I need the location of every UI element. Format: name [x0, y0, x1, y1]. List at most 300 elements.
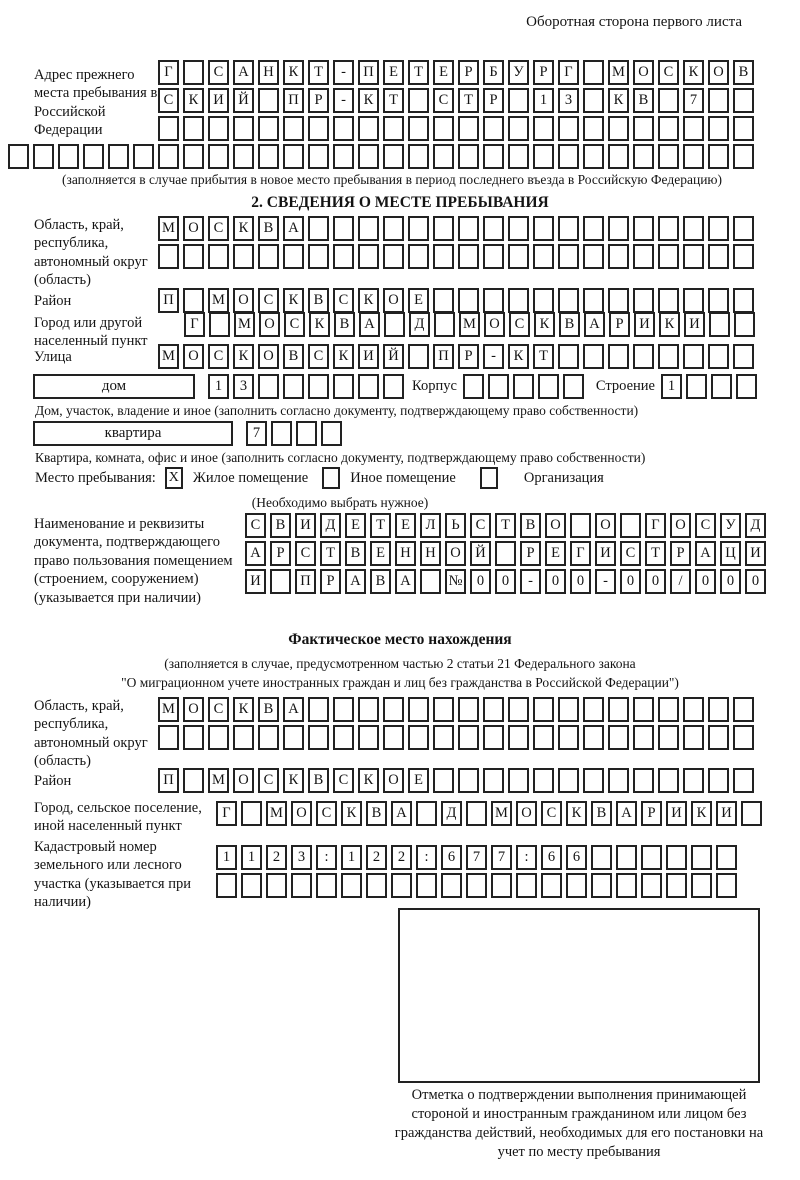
char-cell[interactable]: И	[295, 513, 316, 538]
char-cell[interactable]	[158, 725, 179, 750]
char-cell[interactable]: С	[258, 288, 279, 313]
char-cell[interactable]	[566, 873, 587, 898]
char-cell[interactable]	[366, 873, 387, 898]
char-cell[interactable]	[608, 697, 629, 722]
char-cell[interactable]	[508, 288, 529, 313]
char-cell[interactable]: К	[358, 768, 379, 793]
char-cell[interactable]: К	[283, 288, 304, 313]
char-cell[interactable]	[283, 116, 304, 141]
char-cell[interactable]	[483, 116, 504, 141]
char-cell[interactable]	[683, 288, 704, 313]
char-cell[interactable]: В	[520, 513, 541, 538]
char-cell[interactable]	[633, 344, 654, 369]
char-cell[interactable]	[658, 725, 679, 750]
char-cell[interactable]	[708, 116, 729, 141]
char-cell[interactable]	[708, 244, 729, 269]
char-cell[interactable]	[308, 116, 329, 141]
char-cell[interactable]	[408, 697, 429, 722]
char-cell[interactable]: Р	[520, 541, 541, 566]
char-cell[interactable]: 7	[246, 421, 267, 446]
char-cell[interactable]: 6	[541, 845, 562, 870]
char-cell[interactable]	[513, 374, 534, 399]
char-cell[interactable]: Т	[370, 513, 391, 538]
char-cell[interactable]	[308, 216, 329, 241]
char-cell[interactable]	[483, 725, 504, 750]
char-cell[interactable]	[384, 312, 405, 337]
char-cell[interactable]: Р	[533, 60, 554, 85]
char-cell[interactable]	[208, 725, 229, 750]
char-cell[interactable]: С	[695, 513, 716, 538]
char-cell[interactable]	[495, 541, 516, 566]
char-cell[interactable]	[408, 344, 429, 369]
char-cell[interactable]: 0	[620, 569, 641, 594]
char-cell[interactable]: Т	[495, 513, 516, 538]
char-cell[interactable]	[533, 288, 554, 313]
char-cell[interactable]	[416, 801, 437, 826]
char-cell[interactable]: П	[283, 88, 304, 113]
char-cell[interactable]	[608, 216, 629, 241]
char-cell[interactable]: К	[659, 312, 680, 337]
char-cell[interactable]	[183, 725, 204, 750]
char-cell[interactable]: 3	[233, 374, 254, 399]
char-cell[interactable]	[583, 144, 604, 169]
char-cell[interactable]: 0	[545, 569, 566, 594]
char-cell[interactable]: У	[508, 60, 529, 85]
char-cell[interactable]	[233, 144, 254, 169]
char-cell[interactable]: П	[358, 60, 379, 85]
char-cell[interactable]	[633, 768, 654, 793]
char-cell[interactable]	[491, 873, 512, 898]
char-cell[interactable]: П	[158, 288, 179, 313]
char-cell[interactable]: 2	[366, 845, 387, 870]
char-cell[interactable]: О	[183, 344, 204, 369]
char-cell[interactable]	[433, 144, 454, 169]
char-cell[interactable]: О	[233, 768, 254, 793]
char-cell[interactable]	[258, 244, 279, 269]
char-cell[interactable]: С	[541, 801, 562, 826]
char-cell[interactable]	[533, 116, 554, 141]
char-cell[interactable]: Р	[270, 541, 291, 566]
char-cell[interactable]	[358, 725, 379, 750]
char-cell[interactable]	[420, 569, 441, 594]
char-cell[interactable]	[208, 144, 229, 169]
char-cell[interactable]: М	[234, 312, 255, 337]
char-cell[interactable]: Т	[308, 60, 329, 85]
char-cell[interactable]	[533, 725, 554, 750]
char-cell[interactable]: С	[308, 344, 329, 369]
char-cell[interactable]: Е	[345, 513, 366, 538]
char-cell[interactable]	[208, 116, 229, 141]
char-cell[interactable]	[283, 725, 304, 750]
char-cell[interactable]	[458, 144, 479, 169]
char-cell[interactable]	[558, 344, 579, 369]
char-cell[interactable]	[241, 873, 262, 898]
char-cell[interactable]	[258, 725, 279, 750]
char-cell[interactable]	[633, 116, 654, 141]
char-cell[interactable]	[708, 697, 729, 722]
char-cell[interactable]: Р	[483, 88, 504, 113]
char-cell[interactable]: 6	[441, 845, 462, 870]
char-cell[interactable]	[271, 421, 292, 446]
char-cell[interactable]: С	[258, 768, 279, 793]
char-cell[interactable]: О	[183, 216, 204, 241]
char-cell[interactable]	[558, 244, 579, 269]
char-cell[interactable]	[209, 312, 230, 337]
char-cell[interactable]	[608, 288, 629, 313]
char-cell[interactable]: 0	[745, 569, 766, 594]
char-cell[interactable]: М	[208, 768, 229, 793]
char-cell[interactable]	[508, 116, 529, 141]
char-cell[interactable]: М	[158, 344, 179, 369]
char-cell[interactable]	[533, 216, 554, 241]
char-cell[interactable]	[308, 144, 329, 169]
char-cell[interactable]	[133, 144, 154, 169]
char-cell[interactable]	[258, 88, 279, 113]
char-cell[interactable]: 7	[466, 845, 487, 870]
char-cell[interactable]	[583, 697, 604, 722]
char-cell[interactable]: О	[516, 801, 537, 826]
char-cell[interactable]	[583, 244, 604, 269]
char-cell[interactable]	[208, 244, 229, 269]
char-cell[interactable]	[708, 344, 729, 369]
char-cell[interactable]: К	[341, 801, 362, 826]
char-cell[interactable]	[583, 725, 604, 750]
char-cell[interactable]: К	[358, 288, 379, 313]
char-cell[interactable]	[408, 144, 429, 169]
char-cell[interactable]: Е	[408, 768, 429, 793]
char-cell[interactable]: 1	[533, 88, 554, 113]
char-cell[interactable]: Р	[670, 541, 691, 566]
char-cell[interactable]: С	[245, 513, 266, 538]
char-cell[interactable]	[533, 244, 554, 269]
char-cell[interactable]: К	[183, 88, 204, 113]
char-cell[interactable]: А	[245, 541, 266, 566]
char-cell[interactable]: Г	[558, 60, 579, 85]
char-cell[interactable]	[108, 144, 129, 169]
char-cell[interactable]: С	[333, 288, 354, 313]
char-cell[interactable]	[683, 216, 704, 241]
char-cell[interactable]	[741, 801, 762, 826]
char-cell[interactable]: К	[534, 312, 555, 337]
char-cell[interactable]: Д	[745, 513, 766, 538]
char-cell[interactable]	[633, 144, 654, 169]
char-cell[interactable]: 3	[558, 88, 579, 113]
char-cell[interactable]: В	[370, 569, 391, 594]
char-cell[interactable]	[488, 374, 509, 399]
char-cell[interactable]	[658, 88, 679, 113]
char-cell[interactable]	[608, 144, 629, 169]
char-cell[interactable]	[266, 873, 287, 898]
char-cell[interactable]	[666, 873, 687, 898]
char-cell[interactable]	[358, 244, 379, 269]
char-cell[interactable]	[716, 873, 737, 898]
char-cell[interactable]	[433, 697, 454, 722]
char-cell[interactable]	[683, 768, 704, 793]
char-cell[interactable]	[683, 344, 704, 369]
char-cell[interactable]	[483, 768, 504, 793]
char-cell[interactable]	[583, 344, 604, 369]
char-cell[interactable]	[658, 288, 679, 313]
char-cell[interactable]	[608, 344, 629, 369]
char-cell[interactable]: -	[333, 88, 354, 113]
char-cell[interactable]: В	[258, 697, 279, 722]
char-cell[interactable]	[433, 768, 454, 793]
char-cell[interactable]	[308, 374, 329, 399]
char-cell[interactable]: М	[158, 697, 179, 722]
char-cell[interactable]	[233, 244, 254, 269]
char-cell[interactable]: С	[295, 541, 316, 566]
char-cell[interactable]: В	[591, 801, 612, 826]
char-cell[interactable]	[641, 873, 662, 898]
char-cell[interactable]	[458, 216, 479, 241]
char-cell[interactable]: Т	[645, 541, 666, 566]
char-cell[interactable]	[283, 144, 304, 169]
char-cell[interactable]: :	[316, 845, 337, 870]
char-cell[interactable]	[591, 873, 612, 898]
char-cell[interactable]	[458, 768, 479, 793]
char-cell[interactable]: /	[670, 569, 691, 594]
char-cell[interactable]	[333, 697, 354, 722]
char-cell[interactable]	[416, 873, 437, 898]
char-cell[interactable]	[158, 116, 179, 141]
char-cell[interactable]	[358, 116, 379, 141]
char-cell[interactable]: В	[258, 216, 279, 241]
char-cell[interactable]: А	[616, 801, 637, 826]
char-cell[interactable]	[563, 374, 584, 399]
char-cell[interactable]	[683, 244, 704, 269]
char-cell[interactable]	[733, 144, 754, 169]
char-cell[interactable]	[733, 216, 754, 241]
char-cell[interactable]	[358, 374, 379, 399]
char-cell[interactable]: 0	[470, 569, 491, 594]
char-cell[interactable]: О	[291, 801, 312, 826]
char-cell[interactable]	[308, 725, 329, 750]
char-cell[interactable]	[483, 144, 504, 169]
char-cell[interactable]	[541, 873, 562, 898]
char-cell[interactable]	[658, 216, 679, 241]
char-cell[interactable]	[434, 312, 455, 337]
char-cell[interactable]: 1	[341, 845, 362, 870]
char-cell[interactable]	[558, 697, 579, 722]
char-cell[interactable]: К	[283, 60, 304, 85]
char-cell[interactable]: О	[259, 312, 280, 337]
char-cell[interactable]: Д	[320, 513, 341, 538]
char-cell[interactable]	[383, 725, 404, 750]
char-cell[interactable]: О	[258, 344, 279, 369]
char-cell[interactable]: К	[283, 768, 304, 793]
char-cell[interactable]	[333, 725, 354, 750]
char-cell[interactable]	[683, 725, 704, 750]
char-cell[interactable]	[158, 244, 179, 269]
char-cell[interactable]	[358, 216, 379, 241]
char-cell[interactable]: О	[383, 288, 404, 313]
char-cell[interactable]	[633, 288, 654, 313]
char-cell[interactable]	[408, 244, 429, 269]
char-cell[interactable]: Г	[216, 801, 237, 826]
char-cell[interactable]: С	[158, 88, 179, 113]
char-cell[interactable]: В	[308, 288, 329, 313]
char-cell[interactable]: А	[391, 801, 412, 826]
checkbox-residential[interactable]: X	[165, 467, 183, 489]
char-cell[interactable]: О	[484, 312, 505, 337]
char-cell[interactable]	[321, 421, 342, 446]
char-cell[interactable]	[666, 845, 687, 870]
char-cell[interactable]: М	[158, 216, 179, 241]
char-cell[interactable]	[733, 344, 754, 369]
char-cell[interactable]: Е	[408, 288, 429, 313]
char-cell[interactable]	[733, 725, 754, 750]
char-cell[interactable]	[341, 873, 362, 898]
char-cell[interactable]: К	[309, 312, 330, 337]
char-cell[interactable]	[508, 216, 529, 241]
char-cell[interactable]	[458, 288, 479, 313]
char-cell[interactable]: 0	[695, 569, 716, 594]
char-cell[interactable]: Г	[158, 60, 179, 85]
char-cell[interactable]: С	[208, 697, 229, 722]
char-cell[interactable]: В	[270, 513, 291, 538]
char-cell[interactable]: В	[345, 541, 366, 566]
char-cell[interactable]: И	[245, 569, 266, 594]
char-cell[interactable]: А	[283, 697, 304, 722]
char-cell[interactable]	[83, 144, 104, 169]
char-cell[interactable]: Н	[420, 541, 441, 566]
char-cell[interactable]: 2	[266, 845, 287, 870]
char-cell[interactable]	[633, 697, 654, 722]
char-cell[interactable]	[333, 244, 354, 269]
char-cell[interactable]	[683, 697, 704, 722]
char-cell[interactable]	[508, 697, 529, 722]
char-cell[interactable]: Н	[258, 60, 279, 85]
char-cell[interactable]	[158, 144, 179, 169]
char-cell[interactable]	[658, 697, 679, 722]
char-cell[interactable]	[391, 873, 412, 898]
char-cell[interactable]: А	[695, 541, 716, 566]
char-cell[interactable]: Т	[320, 541, 341, 566]
char-cell[interactable]	[183, 768, 204, 793]
char-cell[interactable]: М	[266, 801, 287, 826]
char-cell[interactable]	[633, 216, 654, 241]
char-cell[interactable]: -	[333, 60, 354, 85]
char-cell[interactable]: Д	[441, 801, 462, 826]
char-cell[interactable]: В	[559, 312, 580, 337]
char-cell[interactable]: 1	[208, 374, 229, 399]
char-cell[interactable]	[333, 374, 354, 399]
char-cell[interactable]: М	[208, 288, 229, 313]
char-cell[interactable]	[733, 288, 754, 313]
char-cell[interactable]	[458, 116, 479, 141]
char-cell[interactable]: -	[483, 344, 504, 369]
char-cell[interactable]: О	[595, 513, 616, 538]
char-cell[interactable]	[458, 725, 479, 750]
char-cell[interactable]: О	[670, 513, 691, 538]
char-cell[interactable]	[308, 697, 329, 722]
char-cell[interactable]	[433, 244, 454, 269]
char-cell[interactable]: Б	[483, 60, 504, 85]
char-cell[interactable]: О	[708, 60, 729, 85]
char-cell[interactable]	[583, 288, 604, 313]
char-cell[interactable]: М	[459, 312, 480, 337]
char-cell[interactable]: 6	[566, 845, 587, 870]
char-cell[interactable]: Е	[395, 513, 416, 538]
char-cell[interactable]: Р	[320, 569, 341, 594]
char-cell[interactable]	[333, 116, 354, 141]
char-cell[interactable]: О	[233, 288, 254, 313]
char-cell[interactable]	[291, 873, 312, 898]
char-cell[interactable]: С	[208, 60, 229, 85]
char-cell[interactable]: С	[284, 312, 305, 337]
char-cell[interactable]: С	[509, 312, 530, 337]
char-cell[interactable]	[408, 216, 429, 241]
char-cell[interactable]	[633, 244, 654, 269]
char-cell[interactable]: К	[233, 216, 254, 241]
char-cell[interactable]	[616, 873, 637, 898]
char-cell[interactable]	[383, 697, 404, 722]
char-cell[interactable]	[296, 421, 317, 446]
char-cell[interactable]: Г	[645, 513, 666, 538]
char-cell[interactable]	[233, 116, 254, 141]
char-cell[interactable]: Е	[433, 60, 454, 85]
char-cell[interactable]	[383, 216, 404, 241]
char-cell[interactable]	[658, 144, 679, 169]
char-cell[interactable]: И	[666, 801, 687, 826]
char-cell[interactable]	[433, 725, 454, 750]
char-cell[interactable]: О	[183, 697, 204, 722]
char-cell[interactable]	[383, 374, 404, 399]
char-cell[interactable]	[508, 144, 529, 169]
char-cell[interactable]: Т	[408, 60, 429, 85]
char-cell[interactable]: В	[366, 801, 387, 826]
char-cell[interactable]	[558, 144, 579, 169]
char-cell[interactable]: Ь	[445, 513, 466, 538]
char-cell[interactable]	[508, 244, 529, 269]
char-cell[interactable]: А	[233, 60, 254, 85]
char-cell[interactable]	[658, 116, 679, 141]
char-cell[interactable]	[258, 374, 279, 399]
char-cell[interactable]: Р	[609, 312, 630, 337]
char-cell[interactable]	[333, 144, 354, 169]
char-cell[interactable]: 0	[720, 569, 741, 594]
char-cell[interactable]: К	[233, 344, 254, 369]
char-cell[interactable]: К	[566, 801, 587, 826]
char-cell[interactable]: И	[358, 344, 379, 369]
char-cell[interactable]	[620, 513, 641, 538]
char-cell[interactable]: Р	[458, 60, 479, 85]
char-cell[interactable]: Л	[420, 513, 441, 538]
char-cell[interactable]: П	[158, 768, 179, 793]
char-cell[interactable]	[33, 144, 54, 169]
char-cell[interactable]: Г	[184, 312, 205, 337]
char-cell[interactable]: Т	[458, 88, 479, 113]
char-cell[interactable]: №	[445, 569, 466, 594]
char-cell[interactable]: С	[333, 768, 354, 793]
char-cell[interactable]	[516, 873, 537, 898]
char-cell[interactable]	[358, 144, 379, 169]
char-cell[interactable]: С	[470, 513, 491, 538]
char-cell[interactable]	[686, 374, 707, 399]
char-cell[interactable]: И	[208, 88, 229, 113]
char-cell[interactable]	[591, 845, 612, 870]
char-cell[interactable]: М	[491, 801, 512, 826]
char-cell[interactable]	[408, 88, 429, 113]
char-cell[interactable]	[258, 116, 279, 141]
char-cell[interactable]: 1	[216, 845, 237, 870]
char-cell[interactable]	[733, 88, 754, 113]
char-cell[interactable]: О	[545, 513, 566, 538]
char-cell[interactable]	[708, 144, 729, 169]
char-cell[interactable]	[466, 873, 487, 898]
char-cell[interactable]	[483, 288, 504, 313]
char-cell[interactable]: 3	[291, 845, 312, 870]
